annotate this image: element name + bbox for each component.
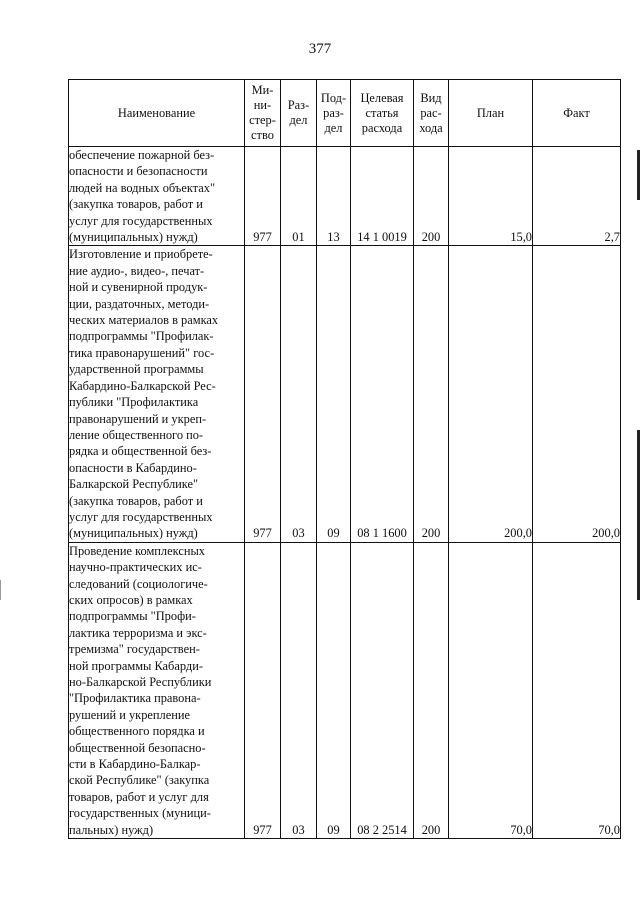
table-row	[69, 542, 621, 838]
budget-table	[68, 79, 621, 839]
row-section: 03	[281, 246, 317, 542]
row-plan: 70,0	[449, 542, 533, 838]
row-subsection: 09	[317, 246, 351, 542]
scan-edge-mark	[0, 580, 1, 600]
row-expense-type: 200	[414, 542, 449, 838]
row-ministry: 977	[245, 147, 281, 246]
row-name: обеспечение пожарной без- опасности и безопасности людей на водных объектах" (закупка товаров, работ и услуг для государственных (муниципальных) нужд)	[69, 147, 245, 246]
row-name: Проведение комплексных научно-практических ис- следований (социологиче- ских опросов) в рамках подпрограммы "Профи- лактика терроризма и экс- тремизма" государствен- ной программы Кабарди- но-Балкарской Республики "Профилактика правона- рушений и укрепление общественного порядка и общественной безопасно- сти в Кабардино-Балкар- ской Республике" (закупка товаров, работ и услуг для государственных (муници- пальных) нужд)	[69, 542, 245, 838]
row-plan: 15,0	[449, 147, 533, 246]
row-expense-type: 200	[414, 246, 449, 542]
row-target-article: 14 1 0019	[351, 147, 414, 246]
row-ministry: 977	[245, 542, 281, 838]
header-plan: План	[449, 80, 533, 147]
header-fact: Факт	[533, 80, 621, 147]
header-target-article: Целевая статья расхода	[351, 80, 414, 147]
header-row	[69, 80, 621, 147]
row-fact: 2,7	[533, 147, 621, 246]
row-subsection: 09	[317, 542, 351, 838]
table-row	[69, 246, 621, 542]
header-ministry: Ми- ни- стер- ство	[245, 80, 281, 147]
row-expense-type: 200	[414, 147, 449, 246]
row-target-article: 08 2 2514	[351, 542, 414, 838]
row-fact: 200,0	[533, 246, 621, 542]
row-fact: 70,0	[533, 542, 621, 838]
row-plan: 200,0	[449, 246, 533, 542]
header-subsection: Под- раз- дел	[317, 80, 351, 147]
table-row	[69, 147, 621, 246]
row-target-article: 08 1 1600	[351, 246, 414, 542]
row-ministry: 977	[245, 246, 281, 542]
row-subsection: 13	[317, 147, 351, 246]
row-section: 01	[281, 147, 317, 246]
row-section: 03	[281, 542, 317, 838]
header-section: Раз- дел	[281, 80, 317, 147]
row-name: Изготовление и приобрете- ние аудио-, видео-, печат- ной и сувенирной продук- ции, раздаточных, методи- ческих материалов в рамках подпрограммы "Профилак- тика правонарушений" гос- ударственной программы Кабардино-Балкарской Рес- публики "Профилактика правонарушений и укреп- ление общественного по- рядка и общественной без- опасности в Кабардино- Балкарской Республике" (закупка товаров, работ и услуг для государственных (муниципальных) нужд)	[69, 246, 245, 542]
header-expense-type: Вид рас- хода	[414, 80, 449, 147]
header-name: Наименование	[69, 80, 245, 147]
page-number: 377	[308, 41, 332, 57]
